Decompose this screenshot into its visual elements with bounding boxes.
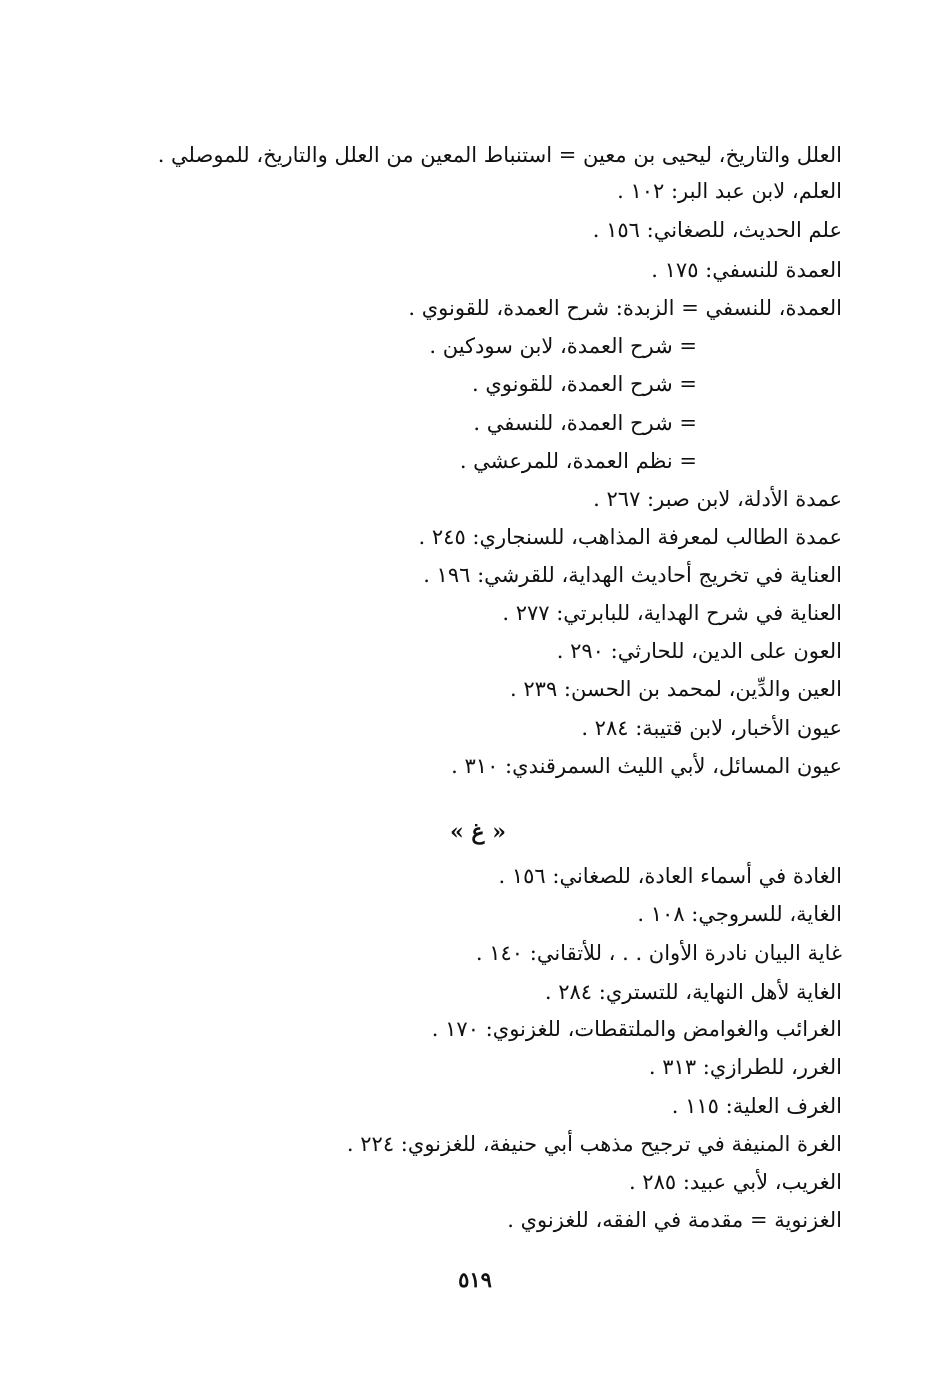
index-entry: الغاية لأهل النهاية، للتستري: ٢٨٤ . xyxy=(544,980,842,1004)
index-subentry: = شرح العمدة، للنسفي . xyxy=(473,411,697,435)
index-entry: الغريب، لأبي عبيد: ٢٨٥ . xyxy=(628,1170,842,1194)
index-entry: العمدة، للنسفي = الزبدة: شرح العمدة، للقونوي . xyxy=(408,296,842,320)
index-entry: الغزنوية = مقدمة في الفقه، للغزنوي . xyxy=(507,1208,842,1232)
index-entry: الغرائب والغوامض والملتقطات، للغزنوي: ١٧٠ . xyxy=(431,1017,842,1041)
index-entry: العلم، لابن عبد البر: ١٠٢ . xyxy=(617,179,842,203)
index-entry: العناية في شرح الهداية، للبابرتي: ٢٧٧ . xyxy=(502,601,842,625)
index-entry: الغرر، للطرازي: ٣١٣ . xyxy=(648,1055,842,1079)
index-subentry: = شرح العمدة، لابن سودكين . xyxy=(429,334,697,358)
index-entry: عمدة الأدلة، لابن صبر: ٢٦٧ . xyxy=(593,487,842,511)
index-entry: الغرف العلية: ١١٥ . xyxy=(671,1094,842,1118)
index-entry: الغاية، للسروجي: ١٠٨ . xyxy=(637,902,842,926)
index-entry: العناية في تخريج أحاديث الهداية، للقرشي: ١٩٦ . xyxy=(423,563,842,587)
index-entry: الغادة في أسماء العادة، للصغاني: ١٥٦ . xyxy=(498,864,842,888)
index-entry: عيون الأخبار، لابن قتيبة: ٢٨٤ . xyxy=(581,716,842,740)
index-entry: العون على الدين، للحارثي: ٢٩٠ . xyxy=(556,639,842,663)
index-entry: الغرة المنيفة في ترجيح مذهب أبي حنيفة، للغزنوي: ٢٢٤ . xyxy=(346,1132,842,1156)
page-number: ٥١٩ xyxy=(458,1267,492,1292)
index-subentry: = شرح العمدة، للقونوي . xyxy=(472,372,697,396)
section-heading: « غ » xyxy=(450,819,506,845)
index-subentry: = نظم العمدة، للمرعشي . xyxy=(459,449,697,473)
index-entry: العلل والتاريخ، ليحيى بن معين = استنباط المعين من العلل والتاريخ، للموصلي . xyxy=(157,143,842,167)
index-entry: العمدة للنسفي: ١٧٥ . xyxy=(651,258,842,282)
index-entry: علم الحديث، للصغاني: ١٥٦ . xyxy=(592,218,842,242)
index-entry: عمدة الطالب لمعرفة المذاهب، للسنجاري: ٢٤٥ . xyxy=(418,525,842,549)
index-entry: غاية البيان نادرة الأوان . . ، للأتقاني: ١٤٠ . xyxy=(475,941,842,965)
index-entry: عيون المسائل، لأبي الليث السمرقندي: ٣١٠ . xyxy=(451,754,842,778)
index-entry: العين والدِّين، لمحمد بن الحسن: ٢٣٩ . xyxy=(510,677,842,701)
